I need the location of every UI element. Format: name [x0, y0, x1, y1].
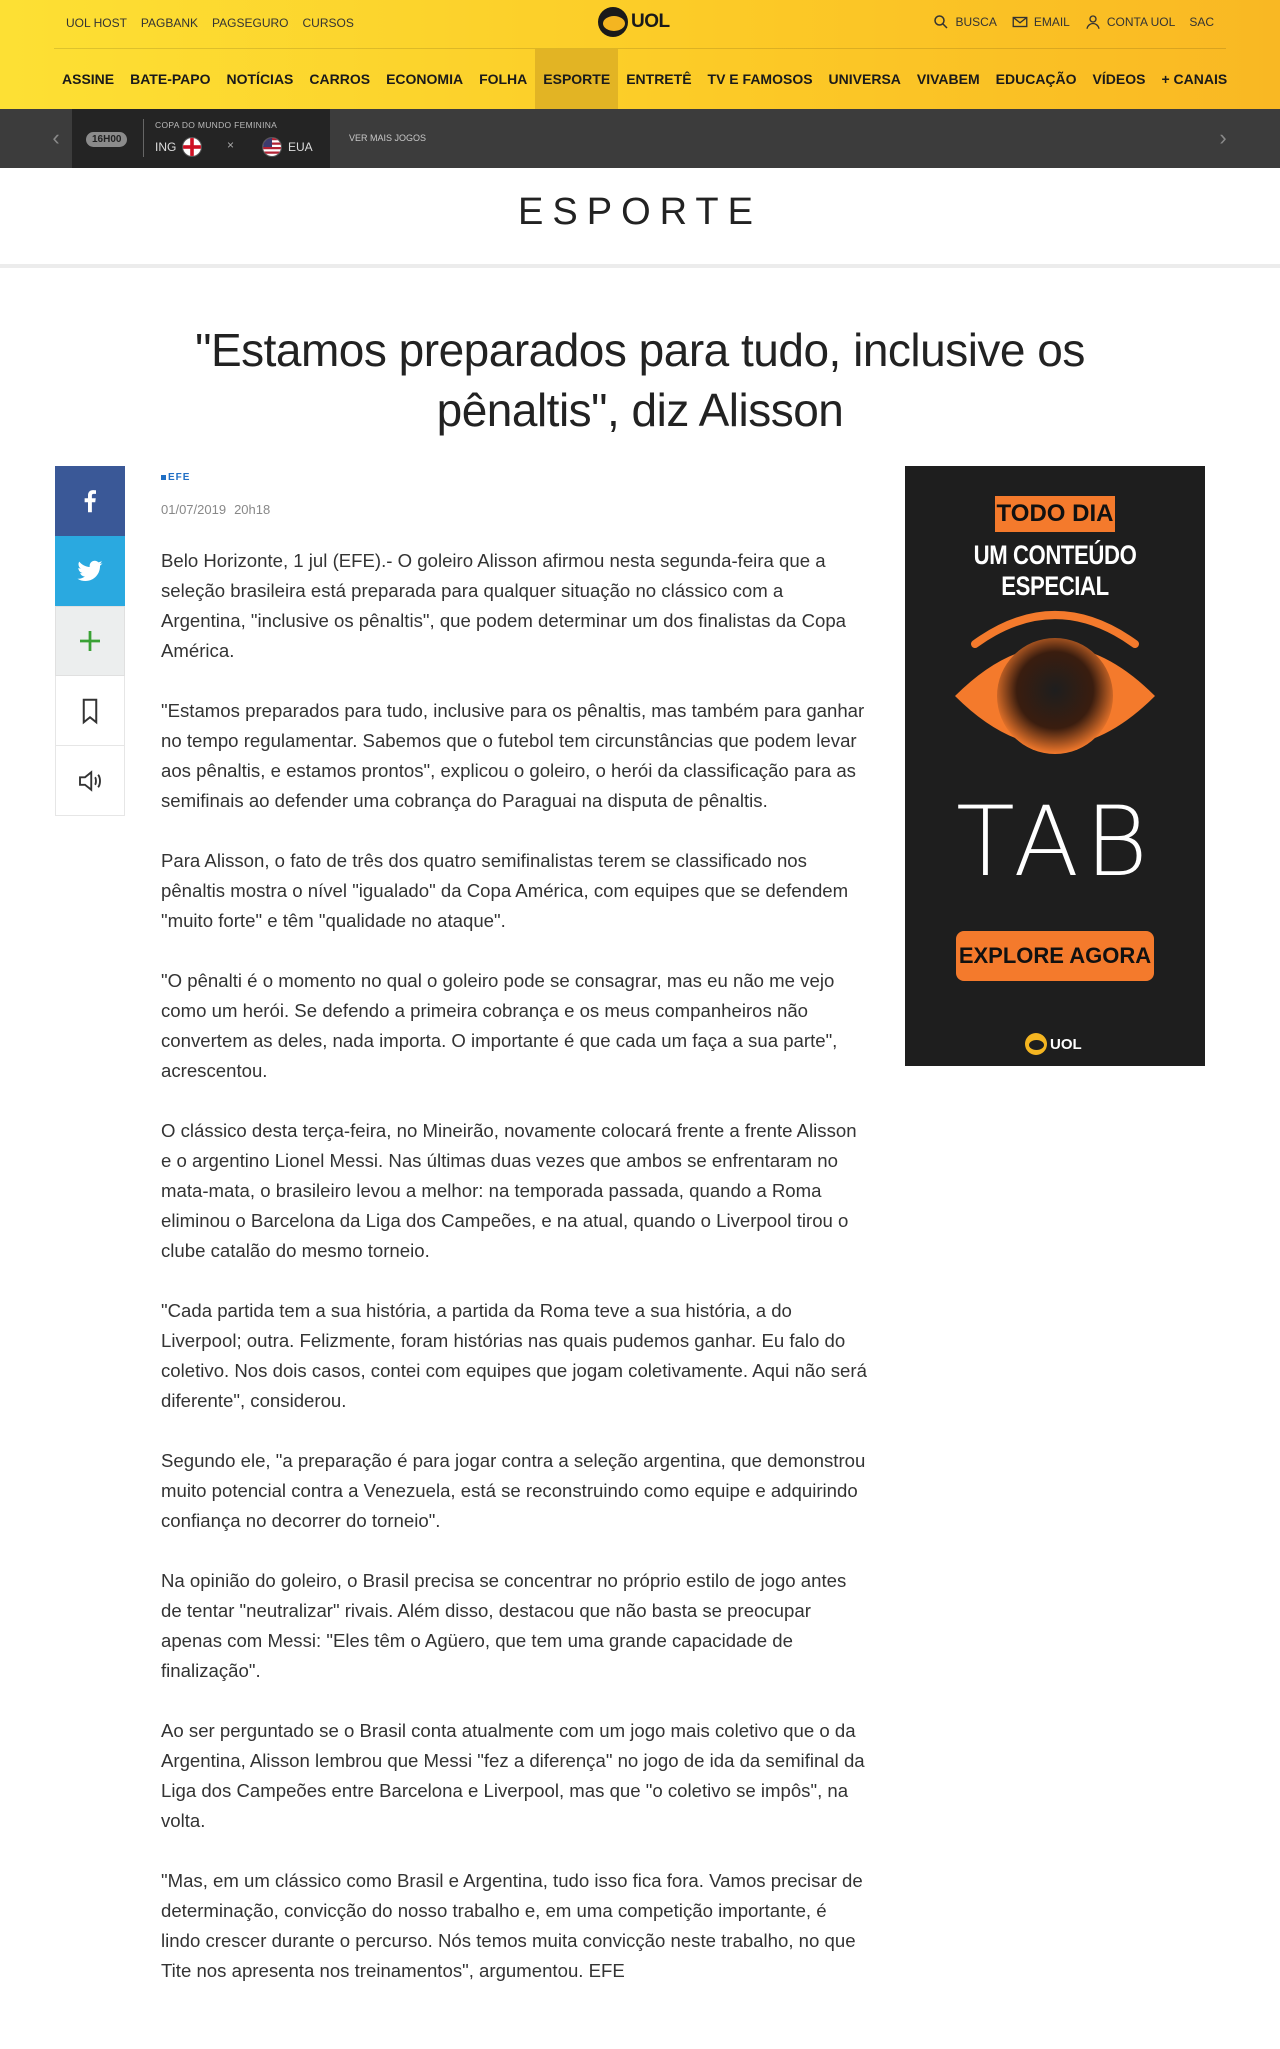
versus-mark: ×	[227, 138, 235, 152]
nav-item-carros[interactable]: CARROS	[309, 71, 371, 87]
source-logo[interactable]	[161, 466, 194, 488]
section-header	[0, 168, 1280, 268]
game-card[interactable]	[72, 109, 330, 168]
publish-time: 20h18	[234, 502, 271, 517]
tab-advertisement[interactable]	[905, 466, 1205, 1066]
ad-badge: TODO DIA	[995, 496, 1115, 532]
uol-logo-text: UOL	[631, 11, 670, 32]
more-share-button[interactable]	[55, 606, 125, 676]
article-paragraph: Segundo ele, "a preparação é para jogar contra a seleção argentina, que demonstrou muito potencial contra a Venezuela, está se reconstruindo como equipe e adquirindo confiança no decorrer do torneio".	[161, 1450, 866, 1531]
main-nav	[54, 49, 1235, 109]
account-label: CONTA UOL	[1106, 15, 1176, 29]
article-paragraph: "Mas, em um clássico como Brasil e Argentina, tudo isso fica fora. Vamos precisar de determinação, convicção do nosso trabalho e, em uma competição importante, é lindo crescer durante o percurso. Nós temos muita convicção neste trabalho, no que Tite nos apresenta nos treinamentos", argumentou. EFE	[161, 1870, 863, 1981]
article-paragraph: "O pênalti é o momento no qual o goleiro pode se consagrar, mas eu não me vejo como um herói. Se defendo a primeira cobrança e os meus companheiros não convertem as deles, nada importa. O importante é que cada um faça a sua parte", acrescentou.	[161, 970, 838, 1081]
sac-link[interactable]	[1189, 15, 1214, 29]
ad-headline: UM CONTEÚDO ESPECIAL	[973, 540, 1137, 601]
site-header	[0, 0, 1280, 109]
eye-icon	[945, 606, 1165, 786]
user-icon	[1084, 13, 1102, 31]
nav-item-mais-canais[interactable]: + CANAIS	[1161, 71, 1228, 87]
email-label: EMAIL	[1033, 15, 1070, 29]
top-bar	[0, 0, 1280, 46]
email-link[interactable]	[1011, 13, 1070, 31]
article-paragraph: Belo Horizonte, 1 jul (EFE).- O goleiro Alisson afirmou nesta segunda-feira que a seleção brasileira está preparada para qualquer situação no clássico com a Argentina, "inclusive os pênaltis", que podem determinar um dos finalistas da Copa América.	[161, 550, 847, 661]
away-team-name: EUA	[288, 140, 313, 154]
game-divider	[143, 119, 144, 157]
source-logo-text: EFE	[168, 471, 191, 483]
publish-date: 01/07/2019	[161, 502, 227, 517]
usa-flag-icon	[262, 137, 282, 157]
nav-item-assine[interactable]: ASSINE	[62, 71, 115, 87]
nav-item-economia[interactable]: ECONOMIA	[386, 71, 464, 87]
england-flag-icon	[182, 137, 202, 157]
search-link[interactable]	[932, 13, 996, 31]
article-headline: "Estamos preparados para tudo, inclusive os pênaltis", diz Alisson	[195, 324, 1085, 436]
game-time-badge: 16H00	[86, 132, 127, 147]
facebook-share-button[interactable]	[55, 466, 125, 536]
nav-item-esporte[interactable]: ESPORTE	[535, 49, 618, 109]
save-button[interactable]	[55, 676, 125, 746]
article-body	[161, 546, 871, 2016]
share-column	[55, 466, 125, 816]
speaker-icon	[75, 766, 105, 796]
article-paragraph: O clássico desta terça-feira, no Mineirão, novamente colocará frente a frente Alisson e o argentino Lionel Messi. Nas últimas duas vezes que ambos se enfrentaram no mata-mata, o brasileiro levou a melhor: na temporada passada, quando a Roma eliminou o Barcelona da Liga dos Campeões, e na atual, quando o Liverpool tirou o clube catalão do mesmo torneio.	[161, 1120, 857, 1261]
away-team	[262, 137, 313, 157]
top-link-uol-host[interactable]: UOL HOST	[66, 16, 127, 30]
game-competition: COPA DO MUNDO FEMININA	[155, 120, 278, 130]
nav-item-bate-papo[interactable]: BATE-PAPO	[130, 71, 211, 87]
listen-button[interactable]	[55, 746, 125, 816]
plus-icon	[75, 626, 105, 656]
nav-item-folha[interactable]: FOLHA	[479, 71, 528, 87]
scoreboard-bar	[0, 109, 1280, 168]
uol-logo[interactable]	[598, 7, 670, 37]
source-logo-mark	[161, 475, 166, 480]
home-team-name: ING	[155, 140, 177, 154]
ad-uol-logo	[1025, 1033, 1082, 1055]
article-paragraph: "Cada partida tem a sua história, a partida da Roma teve a sua história, a do Liverpool; outra. Felizmente, foram histórias nas quais pudemos ganhar. Eu falo do coletivo. Nos dois casos, contei com equipes que jogam coletivamente. Aqui não será diferente", considerou.	[161, 1300, 867, 1411]
article-paragraph: Ao ser perguntado se o Brasil conta atualmente com um jogo mais coletivo que o da Argentina, Alisson lembrou que Messi "fez a diferença" no jogo de ida da semifinal da Liga dos Campeões entre Barcelona e Liverpool, mas que "o coletivo se impôs", na volta.	[161, 1720, 865, 1831]
nav-item-tv-e-famosos[interactable]: TV E FAMOSOS	[707, 71, 813, 87]
nav-item-vivabem[interactable]: VIVABEM	[916, 71, 980, 87]
nav-item-universa[interactable]: UNIVERSA	[828, 71, 901, 87]
home-team	[155, 137, 202, 157]
ad-uol-logo-text: UOL	[1050, 1035, 1082, 1053]
bookmark-icon	[75, 696, 105, 726]
nav-item-videos[interactable]: VÍDEOS	[1092, 71, 1146, 87]
nav-item-educacao[interactable]: EDUCAÇÃO	[995, 71, 1077, 87]
top-link-pagbank[interactable]: PAGBANK	[140, 16, 199, 30]
sac-label: SAC	[1189, 15, 1214, 29]
chevron-left-icon[interactable]: ‹	[52, 125, 60, 150]
top-links-right	[932, 13, 1214, 31]
top-link-cursos[interactable]: CURSOS	[302, 16, 354, 30]
nav-item-entrete[interactable]: ENTRETÊ	[626, 71, 692, 87]
chevron-right-icon[interactable]: ›	[1219, 125, 1227, 150]
ad-uol-logo-icon	[1025, 1033, 1047, 1055]
search-label: BUSCA	[955, 15, 997, 29]
article-paragraph: Para Alisson, o fato de três dos quatro semifinalistas terem se classificado nos pênaltis mostra o nível "igualado" da Copa América, com equipes que se defendem "muito forte" e têm "qualidade no ataque".	[161, 850, 849, 931]
explore-button[interactable]: EXPLORE AGORA	[956, 931, 1154, 981]
top-link-pagseguro[interactable]: PAGSEGURO	[212, 16, 289, 30]
article-paragraph: "Estamos preparados para tudo, inclusive para os pênaltis, mas também para ganhar no tempo regulamentar. Sabemos que o futebol tem circunstâncias que podem levar aos pênaltis, e estamos prontos", explicou o goleiro, o herói da classificação para as semifinais ao defender uma cobrança do Paraguai na disputa de pênaltis.	[161, 700, 865, 811]
envelope-icon	[1011, 13, 1029, 31]
facebook-icon	[75, 486, 105, 516]
twitter-share-button[interactable]	[55, 536, 125, 606]
top-links-left	[66, 16, 354, 30]
account-link[interactable]	[1084, 13, 1175, 31]
search-icon	[932, 13, 950, 31]
nav-item-noticias[interactable]: NOTÍCIAS	[226, 71, 294, 87]
publish-datetime	[161, 502, 278, 517]
twitter-icon	[75, 556, 105, 586]
more-games-link[interactable]: VER MAIS JOGOS	[349, 133, 427, 143]
section-title[interactable]: ESPORTE	[518, 191, 762, 233]
ad-brand: TAB	[956, 786, 1154, 898]
article-paragraph: Na opinião do goleiro, o Brasil precisa se concentrar no próprio estilo de jogo antes de tentar "neutralizar" rivais. Além disso, destacou que não basta se preocupar apenas com Messi: "Eles têm o Agüero, que tem uma grande capacidade de finalização".	[161, 1570, 847, 1681]
uol-logo-icon	[598, 7, 628, 37]
